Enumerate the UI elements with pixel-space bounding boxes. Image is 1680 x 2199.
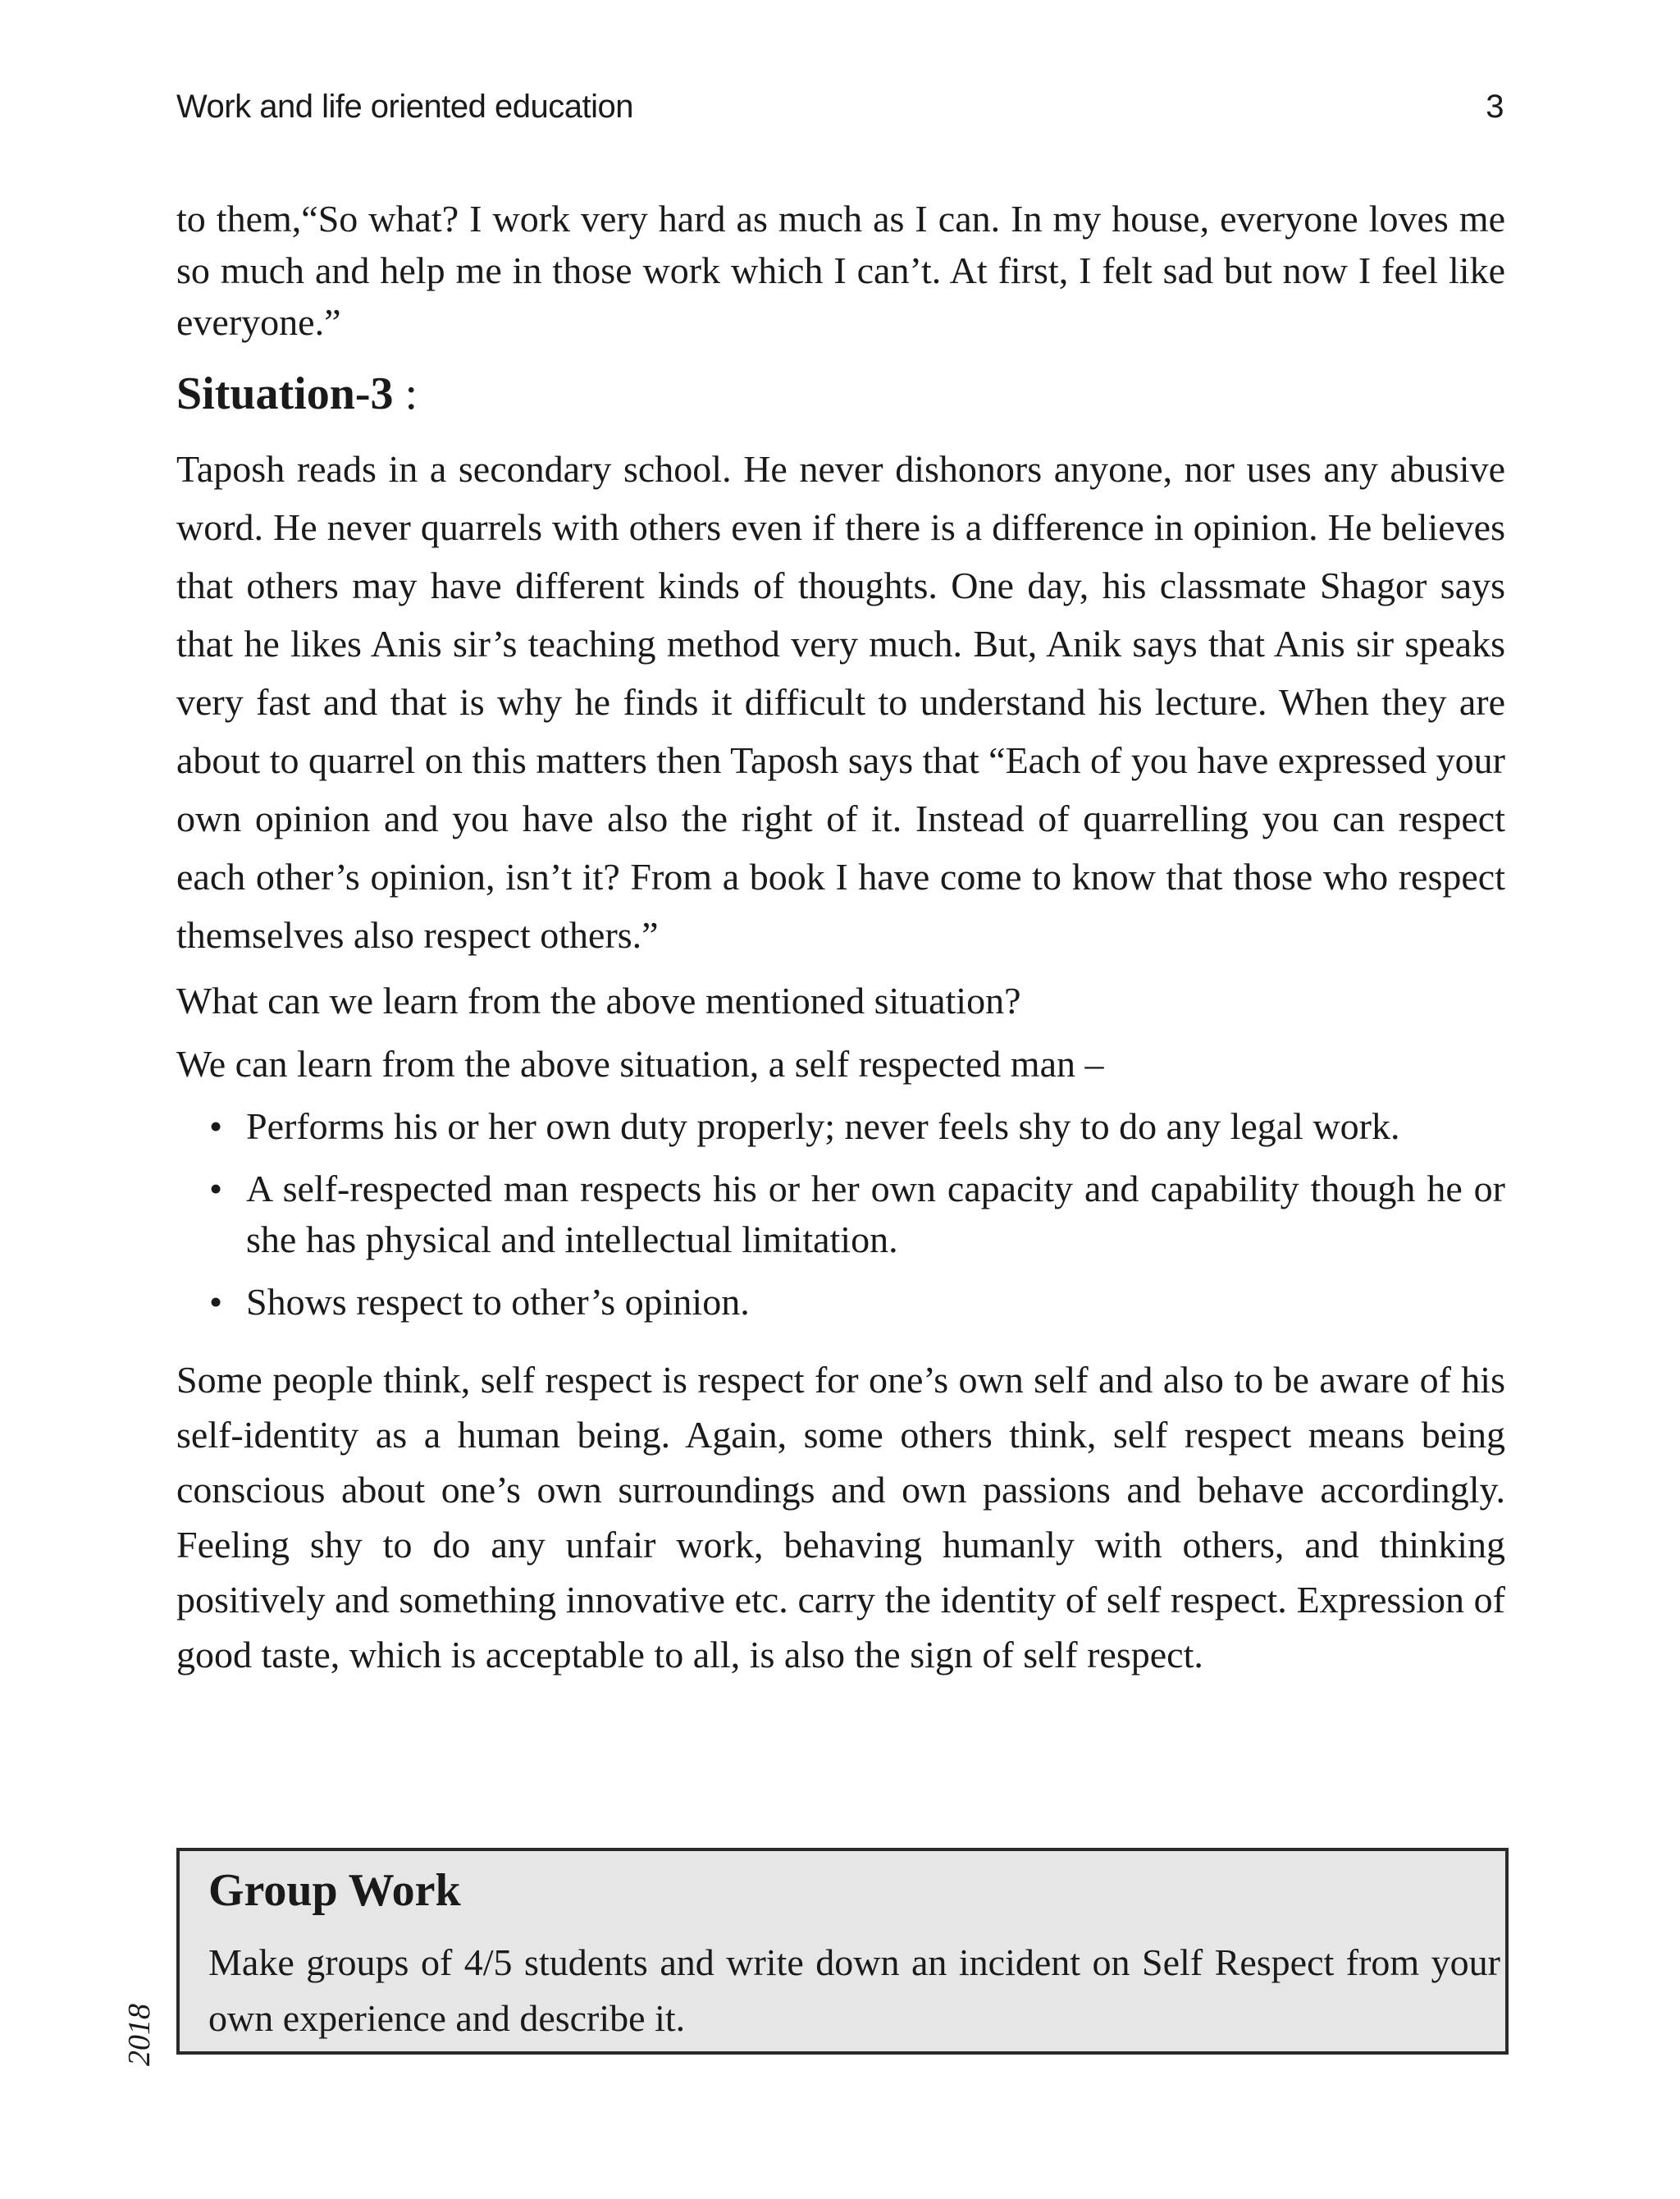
list-item-text: Shows respect to other’s opinion. — [246, 1281, 750, 1323]
list-item — [176, 1164, 1505, 1265]
list-item-text: A self-respected man respects his or her own capacity and capability though he or she has physical and intellectual limitation. — [246, 1168, 1505, 1260]
list-item — [176, 1101, 1505, 1152]
bullet-icon: • — [209, 1281, 223, 1323]
page-number: 3 — [1486, 89, 1504, 125]
lessons-list — [176, 1101, 1505, 1328]
bullet-icon: • — [209, 1105, 223, 1147]
situation-story-paragraph: Taposh reads in a secondary school. He never dishonors anyone, nor uses any abusive word. He never quarrels with others even if there is a difference in opinion. He believes that others may have different kinds of thoughts. One day, his classmate Shagor says that he likes Anis sir’s teaching method very much. But, Anik says that Anis sir speaks very fast and that is why he finds it difficult to understand his lecture. When they are about to quarrel on this matters then Taposh says that “Each of you have expressed your own opinion and you have also the right of it. Instead of quarrelling you can respect each other’s opinion, isn’t it? From a book I have come to know that those who respect themselves also respect others.” — [176, 448, 1505, 956]
list-item — [176, 1277, 1505, 1328]
answer-intro-paragraph: We can learn from the above situation, a self respected man – — [176, 1043, 1104, 1085]
running-header — [176, 89, 1504, 135]
continuation-paragraph: to them,“So what? I work very hard as much as I can. In my house, everyone loves me so much and help me in those work which I can’t. At first, I felt sad but now I feel like everyone.” — [176, 198, 1505, 343]
page-body — [176, 193, 1505, 1682]
self-respect-paragraph: Some people think, self respect is respect for one’s own self and also to be aware of his self-identity as a human being. Again, some others think, self respect means being conscious about one’s own surroundings and own passions and behave accordingly. Feeling shy to do any unfair work, behaving humanly with others, and thinking positively and something innovative etc. carry the identity of self respect. Expression of good taste, which is acceptable to all, is also the sign of self respect. — [176, 1359, 1505, 1676]
list-item-text: Performs his or her own duty properly; never feels shy to do any legal work. — [246, 1105, 1400, 1147]
situation-heading-text: Situation-3 — [176, 368, 394, 419]
book-title: Work and life oriented education — [176, 89, 633, 125]
group-work-title: Group Work — [208, 1865, 461, 1916]
side-year-label: 2018 — [122, 2004, 157, 2066]
question-paragraph: What can we learn from the above mentioned situation? — [176, 980, 1021, 1022]
situation-heading — [176, 363, 1505, 425]
bullet-icon: • — [209, 1168, 223, 1209]
group-work-box — [176, 1848, 1509, 2055]
situation-heading-colon: : — [404, 368, 418, 419]
group-work-text: Make groups of 4/5 students and write down an incident on Self Respect from your own experience and describe it. — [208, 1941, 1500, 2039]
